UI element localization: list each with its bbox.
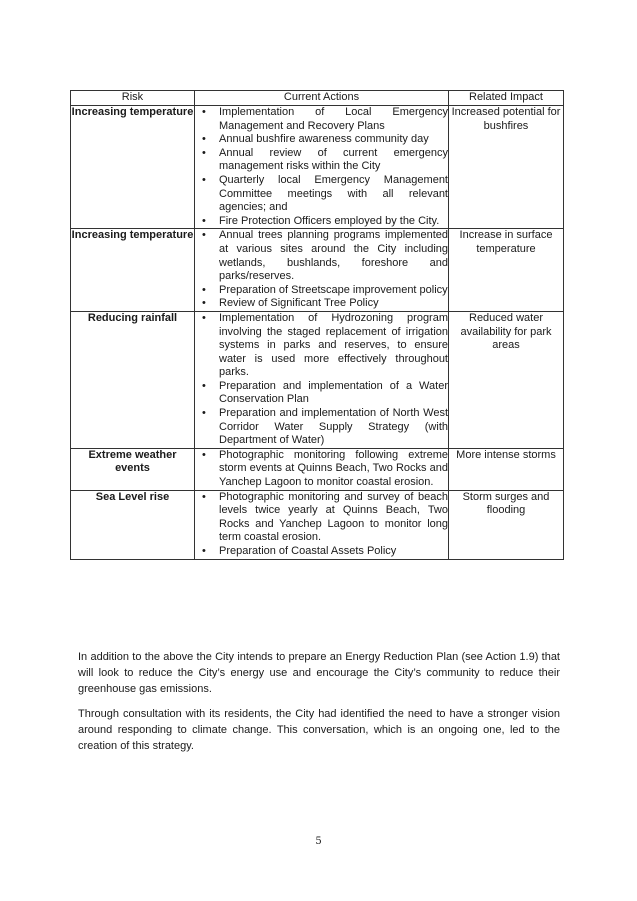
action-item: • Implementation of Hydrozoning program involving the staged replacement of irrigation systems in parks and reserves, to ensure water is used more effectively throughout parks. (195, 312, 448, 380)
actions-cell (195, 229, 449, 312)
impact-cell: Storm surges and flooding (449, 490, 564, 559)
action-item: • Preparation of Coastal Assets Policy (195, 545, 448, 559)
action-item: • Preparation and implementation of North West Corridor Water Supply Strategy (with Department of Water) (195, 407, 448, 448)
table-row (71, 106, 564, 229)
actions-list (195, 106, 448, 228)
table-header-row (71, 91, 564, 106)
paragraph-consultation: Through consultation with its residents, the City had identified the need to have a stronger vision around responding to climate change. This conversation, which is an ongoing one, led to the creation of this strategy. (78, 708, 560, 752)
action-item: • Photographic monitoring following extreme storm events at Quinns Beach, Two Rocks and Yanchep Lagoon to monitor coastal erosion. (195, 449, 448, 490)
table-row (71, 229, 564, 312)
actions-cell (195, 448, 449, 490)
header-related-impact: Related Impact (449, 91, 564, 106)
impact-cell: Increase in surface temperature (449, 229, 564, 312)
actions-list (195, 229, 448, 311)
risk-cell: Increasing temperature (71, 229, 195, 312)
action-item: • Photographic monitoring and survey of beach levels twice yearly at Quinns Beach, Two Rocks and Yanchep Lagoon to monitor long term coastal erosion. (195, 491, 448, 545)
actions-list (195, 312, 448, 448)
risk-cell: Sea Level rise (71, 490, 195, 559)
action-item: • Fire Protection Officers employed by the City. (195, 215, 448, 229)
actions-cell (195, 106, 449, 229)
risk-cell: Increasing temperature (71, 106, 195, 229)
table-row (71, 490, 564, 559)
impact-cell: Reduced water availability for park areas (449, 311, 564, 448)
action-item: • Implementation of Local Emergency Management and Recovery Plans (195, 106, 448, 133)
action-item: • Preparation of Streetscape improvement policy (195, 284, 448, 298)
paragraph-energy-reduction: In addition to the above the City intends to prepare an Energy Reduction Plan (see Action 1.9) that will look to reduce the City’s energy use and encourage the City’s community to reduce their greenhouse gas emissions. (78, 651, 560, 695)
impact-cell: Increased potential for bushfires (449, 106, 564, 229)
action-item: • Annual trees planning programs implemented at various sites around the City including wetlands, bushlands, foreshore and parks/reserves. (195, 229, 448, 283)
actions-list (195, 491, 448, 559)
impact-cell: More intense storms (449, 448, 564, 490)
action-item: • Annual bushfire awareness community day (195, 133, 448, 147)
risk-cell: Reducing rainfall (71, 311, 195, 448)
table-row (71, 448, 564, 490)
header-risk: Risk (71, 91, 195, 106)
action-item: • Annual review of current emergency management risks within the City (195, 147, 448, 174)
actions-list (195, 449, 448, 490)
page-number: 5 (315, 836, 322, 847)
actions-cell (195, 311, 449, 448)
table-row (71, 311, 564, 448)
action-item: • Review of Significant Tree Policy (195, 297, 448, 311)
action-item: • Quarterly local Emergency Management Committee meetings with all relevant agencies; and (195, 174, 448, 215)
header-current-actions: Current Actions (195, 91, 449, 106)
risk-actions-table (70, 90, 564, 560)
action-item: • Preparation and implementation of a Water Conservation Plan (195, 380, 448, 407)
risk-cell: Extreme weather events (71, 448, 195, 490)
actions-cell (195, 490, 449, 559)
